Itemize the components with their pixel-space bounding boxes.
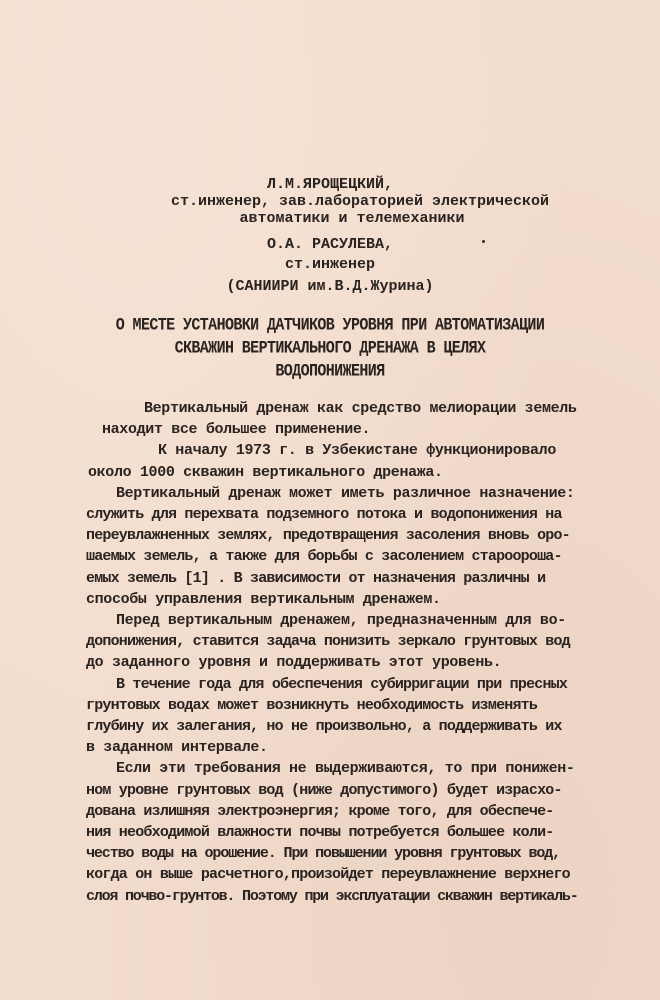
body-line: грунтовых водах может возникнуть необходимость изменять: [86, 696, 538, 714]
body-line: шаемых земель, а также для борьбы с засолением староорошa-: [86, 548, 562, 566]
body-line: допонижения, ставится задача понизить зеркало грунтовых вод: [86, 633, 570, 651]
body-line: К началу 1973 г. в Узбекистане функционировало: [158, 442, 556, 460]
body-line: слоя почво-грунтов. Поэтому при эксплуатации скважин вертикаль-: [86, 887, 578, 905]
body-line: чество воды на орошение. При повышении уровня грунтовых вод,: [86, 845, 561, 863]
body-line: до заданного уровня и поддерживать этот уровень.: [86, 654, 502, 672]
author-block-second: [0, 236, 660, 295]
article-title: [0, 315, 660, 384]
title-line: СКВАЖИН ВЕРТИКАЛЬНОГО ДРЕНАЖА В ЦЕЛЯХ: [174, 338, 486, 359]
author-position: ст.инженер: [284, 256, 375, 273]
author-affiliation: (САНИИРИ им.В.Д.Журина): [226, 278, 434, 295]
author-name: Л.М.ЯРОЩЕЦКИЙ,: [266, 176, 394, 193]
author-name: О.А. РАСУЛЕВА,: [266, 236, 394, 253]
body-line: В течение года для обеспечения субирригации при пресных: [116, 675, 568, 693]
body-line: емых земель [1] . В зависимости от назначения различны и: [86, 569, 546, 587]
body-line: служить для перехвата подземного потока и водопонижения на: [86, 506, 562, 524]
body-line: когда он выше расчетного,произойдет переувлажнение верхнего: [86, 866, 570, 884]
title-line: ВОДОПОНИЖЕНИЯ: [275, 361, 385, 382]
body-line: Вертикальный дренаж как средство мелиорации земель: [144, 400, 577, 417]
body-line: Вертикальный дренаж может иметь различное назначение:: [116, 484, 575, 502]
body-line: способы управления вертикальным дренажем.: [86, 590, 441, 608]
body-line: ном уровне грунтовых вод (ниже допустимого) будет израсхо-: [86, 781, 562, 799]
body-line: Если эти требования не выдерживаются, то при понижен-: [116, 760, 575, 778]
body-line: Перед вертикальным дренажем, предназначенным для во-: [116, 612, 566, 630]
author-position: ст.инженер, зав.лабораторией электрической: [170, 193, 550, 210]
body-line: около 1000 скважин вертикального дренажа.: [88, 463, 443, 481]
article-body: [86, 398, 622, 907]
body-line: в заданном интервале.: [86, 739, 268, 757]
author-position-continued: автоматики и телемеханики: [239, 210, 465, 227]
body-line: глубину их залегания, но не произвольно, а поддерживать их: [86, 718, 562, 736]
body-line: ния необходимой влажности почвы потребуется большее коли-: [86, 824, 554, 842]
title-line: О МЕСТЕ УСТАНОВКИ ДАТЧИКОВ УРОВНЯ ПРИ АВТОМАТИЗАЦИИ: [115, 315, 545, 336]
author-block-first: [0, 176, 660, 227]
body-line: переувлажненных землях, предотвращения засоления вновь оро-: [86, 527, 570, 545]
ink-speck: [482, 240, 485, 243]
body-line: находит все большее применение.: [102, 421, 371, 439]
body-line: дована излишняя электроэнергия; кроме того, для обеспече-: [86, 802, 554, 820]
